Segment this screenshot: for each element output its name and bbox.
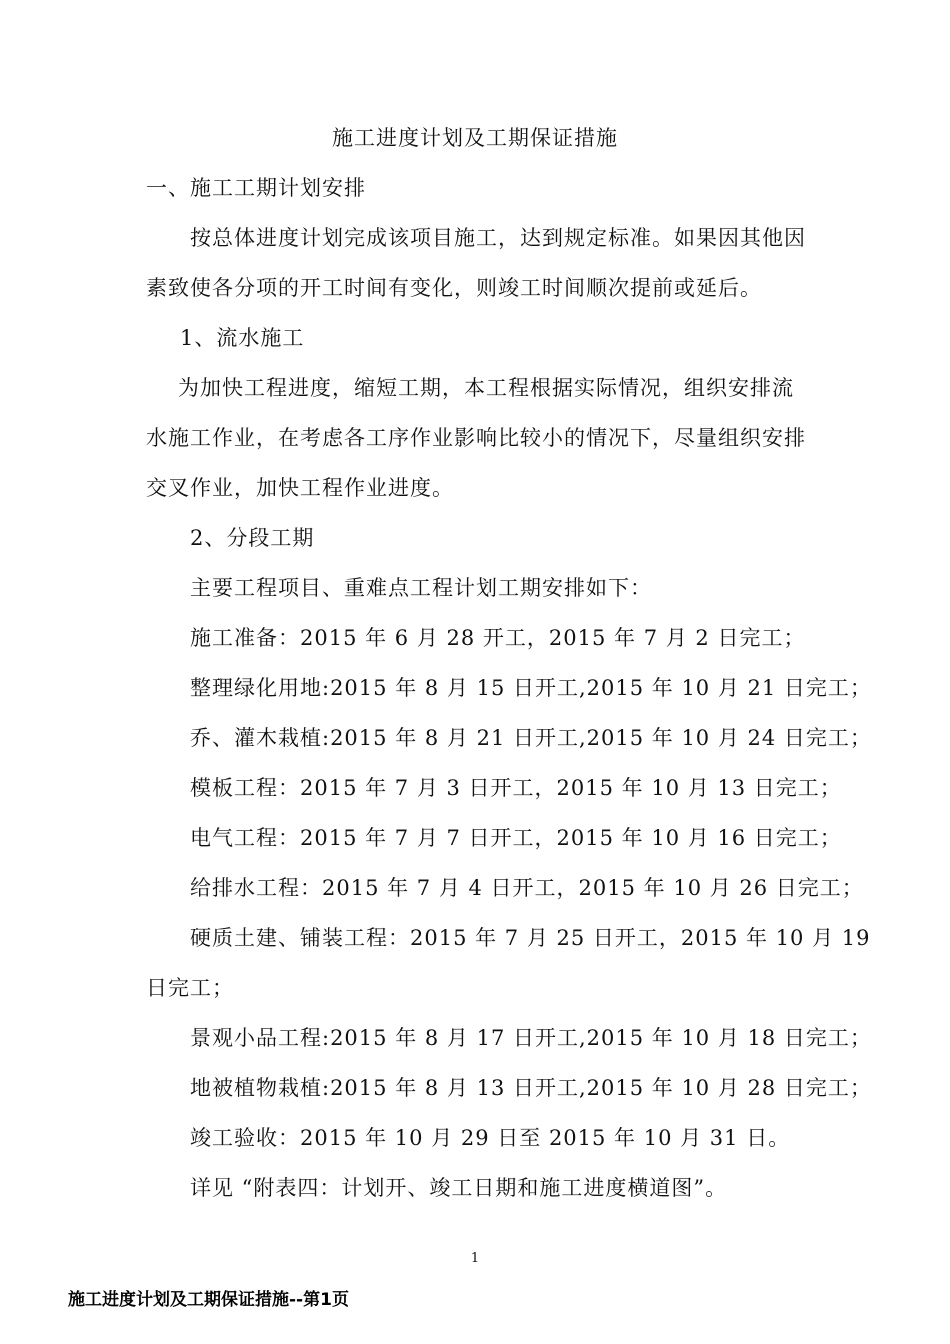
section-heading: 一、施工工期计划安排 [146,176,366,200]
footer-text: 施工进度计划及工期保证措施--第1页 [68,1290,349,1310]
schedule-item: 模板工程：2015 年 7 月 3 日开工，2015 年 10 月 13 日完工； [190,776,842,800]
intro-paragraph-line: 按总体进度计划完成该项目施工，达到规定标准。如果因其他因 [190,226,806,250]
schedule-item: 地被植物栽植:2015 年 8 月 13 日开工,2015 年 10 月 28 日完工； [190,1076,872,1100]
schedule-item: 电气工程：2015 年 7 月 7 日开工，2015 年 10 月 16 日完工； [190,826,842,850]
schedule-item: 乔、灌木栽植:2015 年 8 月 21 日开工,2015 年 10 月 24 日完工； [190,726,872,750]
page-number: 1 [470,1251,480,1266]
schedule-item: 硬质土建、铺装工程：2015 年 7 月 25 日开工，2015 年 10 月 19 [190,926,871,950]
schedule-item: 施工准备：2015 年 6 月 28 开工，2015 年 7 月 2 日完工； [190,626,806,650]
schedule-item: 竣工验收：2015 年 10 月 29 日至 2015 年 10 月 31 日。 [190,1126,791,1150]
schedule-item: 给排水工程：2015 年 7 月 4 日开工，2015 年 10 月 26 日完工； [190,876,864,900]
paragraph-line: 水施工作业，在考虑各工序作业影响比较小的情况下，尽量组织安排 [146,426,806,450]
reference-note: 详见 “附表四：计划开、竣工日期和施工进度横道图”。 [190,1176,728,1200]
intro-paragraph-line: 素致使各分项的开工时间有变化，则竣工时间顺次提前或延后。 [146,276,762,300]
schedule-item: 景观小品工程:2015 年 8 月 17 日开工,2015 年 10 月 18 日完工； [190,1026,872,1050]
paragraph-line: 为加快工程进度，缩短工期，本工程根据实际情况，组织安排流 [178,376,794,400]
schedule-item-continuation: 日完工； [146,976,234,1000]
schedule-intro: 主要工程项目、重难点工程计划工期安排如下： [190,576,652,600]
paragraph-line: 交叉作业，加快工程作业进度。 [146,476,454,500]
subsection-heading: 2、分段工期 [190,526,315,550]
document-title: 施工进度计划及工期保证措施 [332,126,618,150]
subsection-heading: 1、流水施工 [180,326,305,350]
schedule-item: 整理绿化用地:2015 年 8 月 15 日开工,2015 年 10 月 21 日完工； [190,676,872,700]
